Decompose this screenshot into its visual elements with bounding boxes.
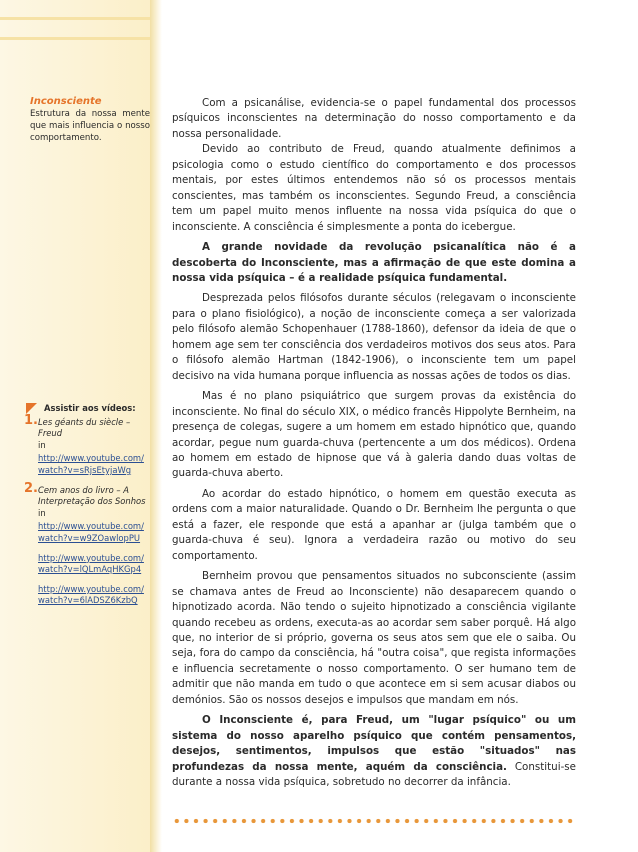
video-number: 2.: [24, 480, 38, 496]
final-normal-text: Constitui-se durante a nossa vida psíquica, sobretudo no decorrer da infância.: [172, 760, 576, 789]
final-bold-text: O Inconsciente é, para Freud, um "lugar psíquico" ou um sistema do nosso aparelho psíquico que contém pensamentos, desejos, sentimentos, impulsos que estão "situados" nas profundezas da nossa mente, aquém da consciência.: [172, 714, 576, 773]
video-link[interactable]: http://www.youtube.com/watch?v=6lADSZ6KzbQ: [38, 583, 144, 606]
paragraph: Ao acordar do estado hipnótico, o homem em questão executa as ordens com a maior naturalidade. Quando o Dr. Bernheim lhe pergunta o que está a fazer, ele responde que está a apanhar ar (julga também que o guarda-chuva é seu). Ignora a verdadeira razão ou motivo do seu comportamento.: [172, 487, 576, 562]
margin-note-title: Inconsciente: [30, 96, 102, 107]
video-title: Les géants du siècle – Freud: [38, 416, 131, 439]
decorative-stripe: [0, 37, 150, 40]
videos-heading-label: Assistir aos vídeos:: [44, 403, 136, 413]
side-band-shadow: [150, 0, 162, 852]
video-item: [24, 412, 150, 477]
video-item: [24, 480, 150, 607]
video-title: Cem anos do livro – A Interpretação dos Sonhos: [38, 484, 146, 507]
margin-note-body: Estrutura da nossa mente que mais influencia o nosso comportamento.: [30, 109, 150, 143]
paragraph-bold: A grande novidade da revolução psicanalítica não é a descoberta do Inconsciente, mas a afirmação de que este domina a nossa vida psíquica – é a realidade psíquica fundamental.: [172, 241, 576, 284]
paragraph: Desprezada pelos filósofos durante séculos (relegavam o inconsciente para o plano fisiológico), a noção de inconsciente começa a ser valorizada pelo filósofo alemão Schopenhauer (1788-1860), defensor da ideia de que o homem age sem ter consciência dos verdadeiros motivos dos seus atos. Para o filósofo alemão Hartman (1842-1906), o inconsciente tem um papel decisivo na vida humana porque influencia as nossas ações de todos os dias.: [172, 292, 576, 382]
main-text: [172, 96, 576, 790]
videos-heading: [24, 403, 150, 415]
paragraph: Bernheim provou que pensamentos situados no subconsciente (assim se chamava antes de Freud ao Inconsciente) não desaparecem quando o hipnotizado acorda. Não tendo o sujeito hipnotizado a consciência vigilante quando recebeu as ordens, executa-as ao acordar sem saber porquê. Há algo que, no interior de si próprio, governa os seus atos sem que ele o saiba. Ou seja, fora do campo da consciência, há "outra coisa", que regista informações e influencia secretamente o nosso comportamento. O ser humano tem de admitir que não manda em tudo o que acontece em si sem acusar diabos ou demónios. São os nossos desejos e impulsos que mandam em nós.: [172, 570, 576, 706]
paragraph: Devido ao contributo de Freud, quando atualmente definimos a psicologia como o estudo científico do comportamento e dos processos mentais, por estes últimos entendemos não só os processos mentais conscientes, mas também os inconscientes. Segundo Freud, a consciência tem um papel muito menos influente na nossa vida psíquica do que o inconsciente. A consciência é simplesmente a ponta do icebergue.: [172, 143, 576, 233]
video-link[interactable]: http://www.youtube.com/watch?v=lQLmAqHKGp4: [38, 552, 144, 575]
video-in-label: in: [38, 507, 46, 518]
decorative-stripe: [0, 17, 150, 20]
paragraph: Com a psicanálise, evidencia-se o papel fundamental dos processos psíquicos inconscientes na determinação do nosso comportamento e da nossa personalidade.: [172, 97, 576, 140]
video-number: 1.: [24, 412, 38, 428]
dotted-divider: [172, 818, 576, 824]
paragraph: Mas é no plano psiquiátrico que surgem provas da existência do inconsciente. No final do século XIX, o médico francês Hippolyte Bernheim, na presença de colegas, sugere a um homem em estado hipnótico que, quando acordar, pegue num guarda-chuva (pertencente a um dos médicos). Ordena ao homem em estado de hipnose que vá à galeria dando duas voltas de guarda-chuva aberto.: [172, 390, 576, 480]
video-link[interactable]: http://www.youtube.com/watch?v=w9ZOawlopPU: [38, 521, 144, 543]
margin-note: [30, 96, 150, 144]
paragraph-final: [172, 713, 576, 790]
video-in-label: in: [38, 439, 46, 450]
video-link[interactable]: http://www.youtube.com/watch?v=sRjsEtyjaWg: [38, 453, 144, 475]
videos-box: [24, 403, 150, 607]
